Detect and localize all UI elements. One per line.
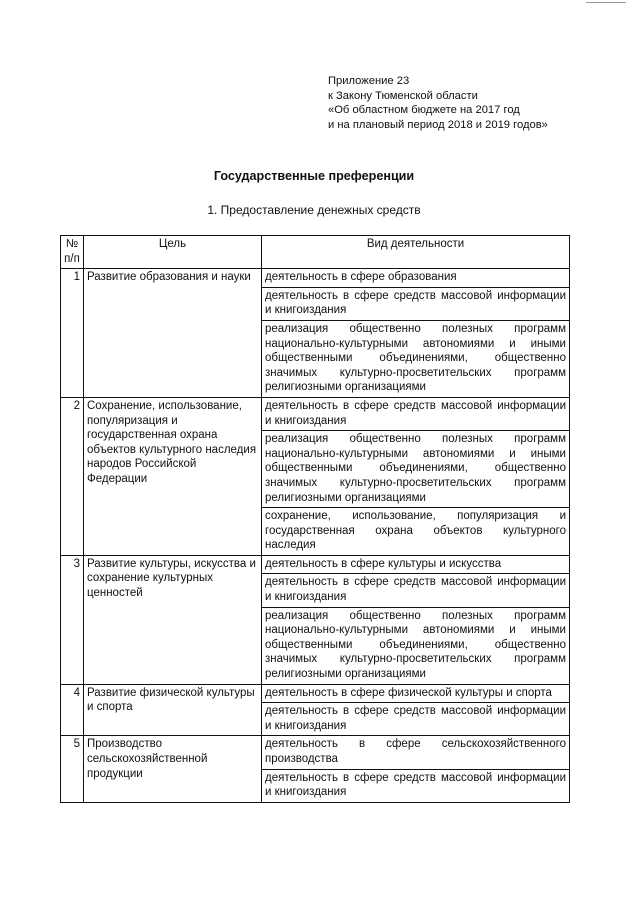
row-goal: Развитие культуры, искусства и сохранение культурных ценностей (84, 555, 262, 684)
appendix-reference (328, 74, 548, 132)
table-header-row (61, 236, 570, 269)
row-activity: деятельность в сфере образования (262, 269, 570, 288)
row-number: 1 (61, 269, 84, 398)
row-number: 2 (61, 397, 84, 555)
scan-corner-mark (586, 2, 626, 3)
row-activity: деятельность в сфере сельскохозяйственного производства (262, 736, 570, 769)
row-activity: деятельность в сфере культуры и искусства (262, 555, 570, 574)
appendix-line: к Закону Тюменской области (328, 89, 478, 102)
table-row (61, 736, 570, 769)
appendix-line: «Об областном бюджете на 2017 год (328, 104, 520, 117)
row-goal: Развитие образования и науки (84, 269, 262, 398)
row-number: 4 (61, 684, 84, 736)
row-activity: деятельность в сфере средств массовой информации и книгоиздания (262, 574, 570, 607)
appendix-line: и на плановый период 2018 и 2019 годов» (328, 118, 548, 131)
header-number: № п/п (61, 236, 84, 269)
row-activity: деятельность в сфере средств массовой информации и книгоиздания (262, 397, 570, 430)
section-subtitle: 1. Предоставление денежных средств (207, 203, 421, 217)
header-goal: Цель (84, 236, 262, 269)
row-activity: деятельность в сфере физической культуры и спорта (262, 684, 570, 703)
row-goal: Развитие физической культуры и спорта (84, 684, 262, 736)
row-activity: деятельность в сфере средств массовой информации и книгоиздания (262, 769, 570, 802)
row-number: 3 (61, 555, 84, 684)
appendix-line: Приложение 23 (328, 75, 410, 87)
header-activity: Вид деятельности (262, 236, 570, 269)
row-number: 5 (61, 736, 84, 802)
row-activity: реализация общественно полезных программ национально-культурными автономиями и иными общественными объединениями, общественно значимых культурно-просветительских программ религиозными организациями (262, 320, 570, 397)
row-goal: Производство сельскохозяйственной продукции (84, 736, 262, 802)
row-goal: Сохранение, использование, популяризация и государственная охрана объектов культурного наследия народов Российской Федерации (84, 397, 262, 555)
table-row (61, 684, 570, 703)
row-activity: деятельность в сфере средств массовой информации и книгоиздания (262, 287, 570, 320)
table-row (61, 555, 570, 574)
row-activity: деятельность в сфере средств массовой информации и книгоиздания (262, 703, 570, 736)
row-activity: реализация общественно полезных программ национально-культурными автономиями и иными общественными объединениями, общественно значимых культурно-просветительских программ религиозными организациями (262, 607, 570, 684)
row-activity: сохранение, использование, популяризация и государственная охрана объектов культурного наследия (262, 508, 570, 556)
preferences-table (60, 235, 570, 803)
table-row (61, 269, 570, 288)
table-row (61, 397, 570, 430)
document-title: Государственные преференции (213, 169, 415, 183)
row-activity: реализация общественно полезных программ национально-культурными автономиями и иными общественными объединениями, общественно значимых культурно-просветительских программ религиозными организациями (262, 431, 570, 508)
